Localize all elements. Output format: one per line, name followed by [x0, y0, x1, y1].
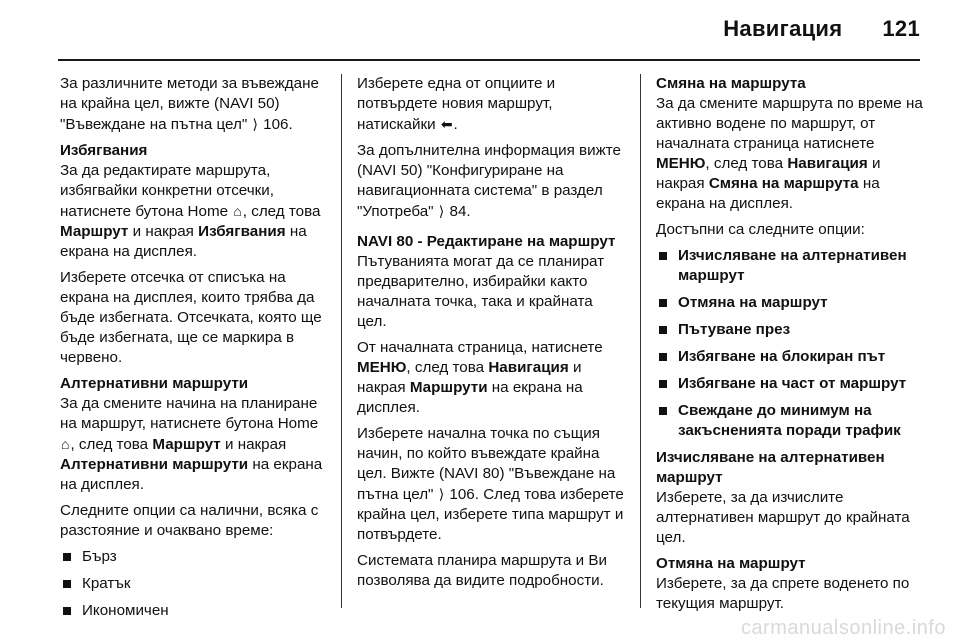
list-item: Пътуване през: [656, 320, 924, 340]
cancel-route-section: Отмяна на маршрут Изберете, за да спрете воденето по текущия маршрут.: [656, 554, 924, 614]
watermark: carmanualsonline.info: [740, 617, 946, 639]
list-item: Отмяна на маршрут: [656, 293, 924, 313]
change-route-options-list: [656, 246, 924, 441]
change-route-section: Смяна на маршрута За да смените маршрута по време на активно водене по маршрут, от началната страница натиснете МЕНЮ, след това Навигация и накрая Смяна на маршрута на екрана на дисплея.: [656, 75, 923, 212]
avoidances-heading: Избягвания: [60, 142, 148, 159]
start-point-paragraph: Изберете начална точка по същия начин, по който въвеждате крайна цел. Вижте (NAVI 80) "Въвеждане на пътна цел" ⟩ 106. След това изберете крайна цел, изберете типа маршрут и потвърдете.: [357, 425, 624, 543]
options-paragraph: Следните опции са налични, всяка с разстояние и очаквано време:: [60, 502, 319, 539]
column-3: [656, 74, 924, 620]
more-info-paragraph: За допълнителна информация вижте (NAVI 50) "Конфигуриране на навигационната система" в раздел "Употреба" ⟩ 84.: [357, 142, 621, 220]
route-type-list: [60, 547, 328, 621]
list-item: Изчисляване на алтернативен маршрут: [656, 246, 924, 286]
navi80-section: NAVI 80 - Редактиране на маршрут Пътуванията могат да се планират предварително, избирайки както началната точка, така и крайната цел.: [357, 232, 625, 332]
calc-alternative-section: Изчисляване на алтернативен маршрут Изберете, за да изчислите алтернативен маршрут до крайната цел.: [656, 448, 924, 548]
page-number: 121: [882, 16, 920, 41]
alternative-routes-section: Алтернативни маршрути За да смените начина на планиране на маршрут, натиснете бутона Home ⌂, след това Маршрут и накрая Алтернативни маршрути на екрана на дисплея.: [60, 374, 328, 495]
list-item: Икономичен: [60, 601, 328, 621]
home-page-paragraph: От началната страница, натиснете МЕНЮ, след това Навигация и накрая Маршрути на екрана на дисплея.: [357, 339, 603, 416]
intro-paragraph: За различните методи за въвеждане на крайна цел, вижте (NAVI 50) "Въвеждане на пътна цел" ⟩ 106.: [60, 75, 319, 133]
column-divider-1: [341, 74, 342, 608]
confirm-paragraph: Изберете една от опциите и потвърдете новия маршрут, натискайки ⬅.: [357, 75, 556, 133]
change-route-heading: Смяна на маршрута: [656, 75, 806, 92]
home-icon: ⌂: [61, 436, 70, 452]
cancel-route-heading: Отмяна на маршрут: [656, 555, 806, 572]
section-title: Навигация: [723, 16, 843, 41]
select-segment-paragraph: Изберете отсечка от списъка на екрана на дисплея, които трябва да бъде избегната. Отсечката, която ще бъде избегната, ще се маркира в червено.: [60, 269, 322, 366]
list-item: Свеждане до минимум на закъсненията поради трафик: [656, 401, 924, 441]
list-item: Кратък: [60, 574, 328, 594]
page-reference-icon: ⟩: [438, 486, 445, 502]
list-item: Избягване на блокиран път: [656, 347, 924, 367]
page-reference-icon: ⟩: [252, 116, 258, 132]
header-rule: [58, 59, 920, 61]
column-1: [60, 74, 328, 628]
back-arrow-icon: ⬅: [440, 116, 453, 132]
system-plans-paragraph: Системата планира маршрута и Ви позволява да видите подробности.: [357, 552, 607, 589]
available-options-paragraph: Достъпни са следните опции:: [656, 221, 865, 238]
list-item: Избягване на част от маршрут: [656, 374, 924, 394]
column-2: [357, 74, 625, 597]
page-reference-icon: ⟩: [438, 203, 445, 219]
navi80-heading: NAVI 80 - Редактиране на маршрут: [357, 233, 616, 250]
avoidances-section: Избягвания За да редактирате маршрута, избягвайки конкретни отсечки, натиснете бутона Home ⌂, след това Маршрут и накрая Избягвания на екрана на дисплея.: [60, 141, 328, 262]
calc-alternative-heading: Изчисляване на алтернативен маршрут: [656, 449, 885, 486]
column-divider-2: [640, 74, 641, 608]
list-item: Бърз: [60, 547, 328, 567]
page-header: [723, 16, 920, 42]
home-icon: ⌂: [233, 203, 242, 219]
alternative-routes-heading: Алтернативни маршрути: [60, 375, 249, 392]
